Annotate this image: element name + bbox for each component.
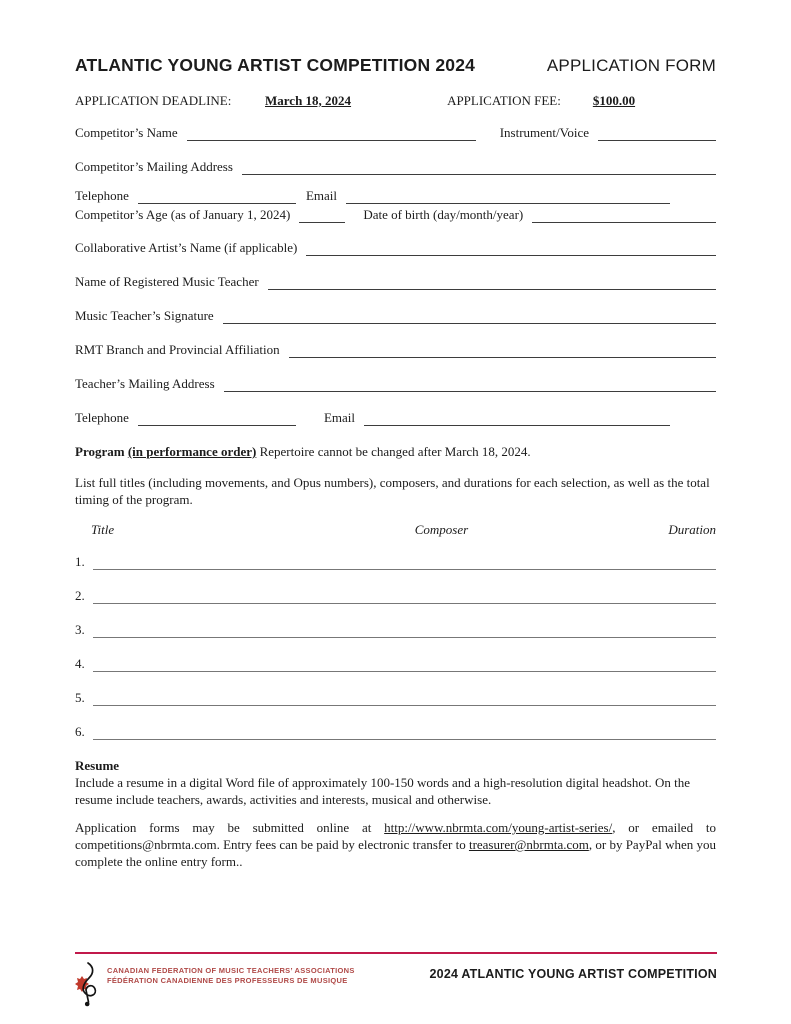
program-entry-line-2[interactable] <box>93 589 716 604</box>
program-entry-line-1[interactable] <box>93 555 716 570</box>
competitor-telephone-email-row <box>75 188 716 204</box>
program-line-number: 4. <box>75 656 85 671</box>
program-line-2 <box>75 588 716 604</box>
program-heading-rest: Repertoire cannot be changed after March 18, 2024. <box>256 444 531 459</box>
fee-value: $100.00 <box>592 93 636 108</box>
treasurer-email-link[interactable]: treasurer@nbrmta.com <box>468 837 589 852</box>
cfmta-logo-block <box>75 960 355 1009</box>
program-heading-bold: Program <box>75 444 125 459</box>
program-entry-line-6[interactable] <box>93 725 716 740</box>
age-dob-row <box>75 207 716 223</box>
program-line-1 <box>75 554 716 570</box>
org-name-english: CANADIAN FEDERATION OF MUSIC TEACHERS’ ASSOCIATIONS <box>107 966 355 975</box>
program-line-number: 3. <box>75 622 85 637</box>
program-order-note: (in performance order) <box>127 444 257 459</box>
program-entry-line-4[interactable] <box>93 657 716 672</box>
program-line-number: 5. <box>75 690 85 705</box>
competitor-mailing-address-row <box>75 159 716 175</box>
teacher-signature-label: Music Teacher’s Signature <box>75 308 214 323</box>
competitor-mailing-address-label: Competitor’s Mailing Address <box>75 159 233 174</box>
deadline-label: APPLICATION DEADLINE: <box>75 93 232 108</box>
date-of-birth-field-line[interactable] <box>532 207 716 223</box>
program-line-number: 2. <box>75 588 85 603</box>
page-footer <box>75 952 717 1009</box>
program-entry-line-5[interactable] <box>93 691 716 706</box>
column-header-composer: Composer <box>414 522 469 537</box>
rmt-branch-row <box>75 342 716 358</box>
resume-heading: Resume <box>75 758 120 773</box>
competitor-name-label: Competitor’s Name <box>75 125 178 140</box>
submission-text-2: , or emailed to competitions@nbrmta.com. Entry fees can be paid by electronic transfer to <box>75 820 716 852</box>
competitor-telephone-label: Telephone <box>75 188 129 203</box>
footer-divider <box>75 952 717 954</box>
date-of-birth-label: Date of birth (day/month/year) <box>363 207 524 222</box>
deadline-fee-row <box>75 93 716 109</box>
column-header-title: Title <box>91 522 115 537</box>
submission-text-1: Application forms may be submitted online at <box>75 820 385 835</box>
submission-text-3: , or by PayPal when you complete the online entry form.. <box>75 837 716 869</box>
competitor-age-label: Competitor’s Age (as of January 1, 2024) <box>75 207 291 222</box>
collaborative-artist-row <box>75 240 716 256</box>
program-line-4 <box>75 656 716 672</box>
org-name-french: FÉDÉRATION CANADIENNE DES PROFESSEURS DE MUSIQUE <box>107 976 348 985</box>
fee-label: APPLICATION FEE: <box>447 93 561 108</box>
teacher-email-label: Email <box>323 410 356 425</box>
program-entry-line-3[interactable] <box>93 623 716 638</box>
instrument-voice-label: Instrument/Voice <box>499 125 589 140</box>
program-line-number: 1. <box>75 554 85 569</box>
program-line-5 <box>75 690 716 706</box>
document-header <box>75 55 716 76</box>
competitor-mailing-address-field-line[interactable] <box>242 159 716 175</box>
submission-paragraph <box>75 819 716 870</box>
competitor-telephone-field-line[interactable] <box>138 188 296 204</box>
teacher-name-label: Name of Registered Music Teacher <box>75 274 259 289</box>
resume-instructions: Include a resume in a digital Word file of approximately 100-150 words and a high-resolution digital headshot. On the resume include teachers, awards, activities and interests, musical and otherwise. <box>75 775 690 807</box>
cfmta-logo <box>75 961 101 1009</box>
competitor-email-label: Email <box>305 188 338 203</box>
teacher-mailing-address-label: Teacher’s Mailing Address <box>75 376 215 391</box>
footer-competition-title: 2024 ATLANTIC YOUNG ARTIST COMPETITION <box>429 967 717 981</box>
competitor-name-row <box>75 125 716 141</box>
collaborative-artist-label: Collaborative Artist’s Name (if applicable) <box>75 240 298 255</box>
program-line-6 <box>75 724 716 740</box>
competitor-age-field-line[interactable] <box>299 207 345 223</box>
competitor-name-field-line[interactable] <box>187 125 476 141</box>
program-column-headers <box>75 522 716 540</box>
teacher-telephone-field-line[interactable] <box>138 410 296 426</box>
competitor-email-field-line[interactable] <box>346 188 670 204</box>
program-instructions: List full titles (including movements, and Opus numbers), composers, and durations for each selection, as well as the total timing of the program. <box>75 475 710 507</box>
treble-clef-icon <box>83 963 95 1002</box>
teacher-mailing-address-row <box>75 376 716 392</box>
teacher-name-row <box>75 274 716 290</box>
treble-clef-dot <box>85 1002 90 1007</box>
form-type-label: APPLICATION FORM <box>546 56 716 75</box>
collaborative-artist-field-line[interactable] <box>306 240 716 256</box>
teacher-name-field-line[interactable] <box>268 274 716 290</box>
teacher-signature-row <box>75 308 716 324</box>
teacher-telephone-email-row <box>75 410 716 426</box>
column-header-duration: Duration <box>668 522 716 537</box>
instrument-voice-field-line[interactable] <box>598 125 716 141</box>
page-title: ATLANTIC YOUNG ARTIST COMPETITION 2024 <box>75 55 476 75</box>
deadline-value: March 18, 2024 <box>265 93 352 108</box>
rmt-branch-field-line[interactable] <box>289 342 716 358</box>
program-line-3 <box>75 622 716 638</box>
program-line-number: 6. <box>75 724 85 739</box>
teacher-signature-field-line[interactable] <box>223 308 716 324</box>
teacher-telephone-label: Telephone <box>75 410 129 425</box>
teacher-email-field-line[interactable] <box>364 410 670 426</box>
program-heading <box>75 444 716 460</box>
young-artist-series-link[interactable]: http://www.nbrmta.com/young-artist-series/ <box>384 820 613 835</box>
rmt-branch-label: RMT Branch and Provincial Affiliation <box>75 342 280 357</box>
teacher-mailing-address-field-line[interactable] <box>224 376 716 392</box>
